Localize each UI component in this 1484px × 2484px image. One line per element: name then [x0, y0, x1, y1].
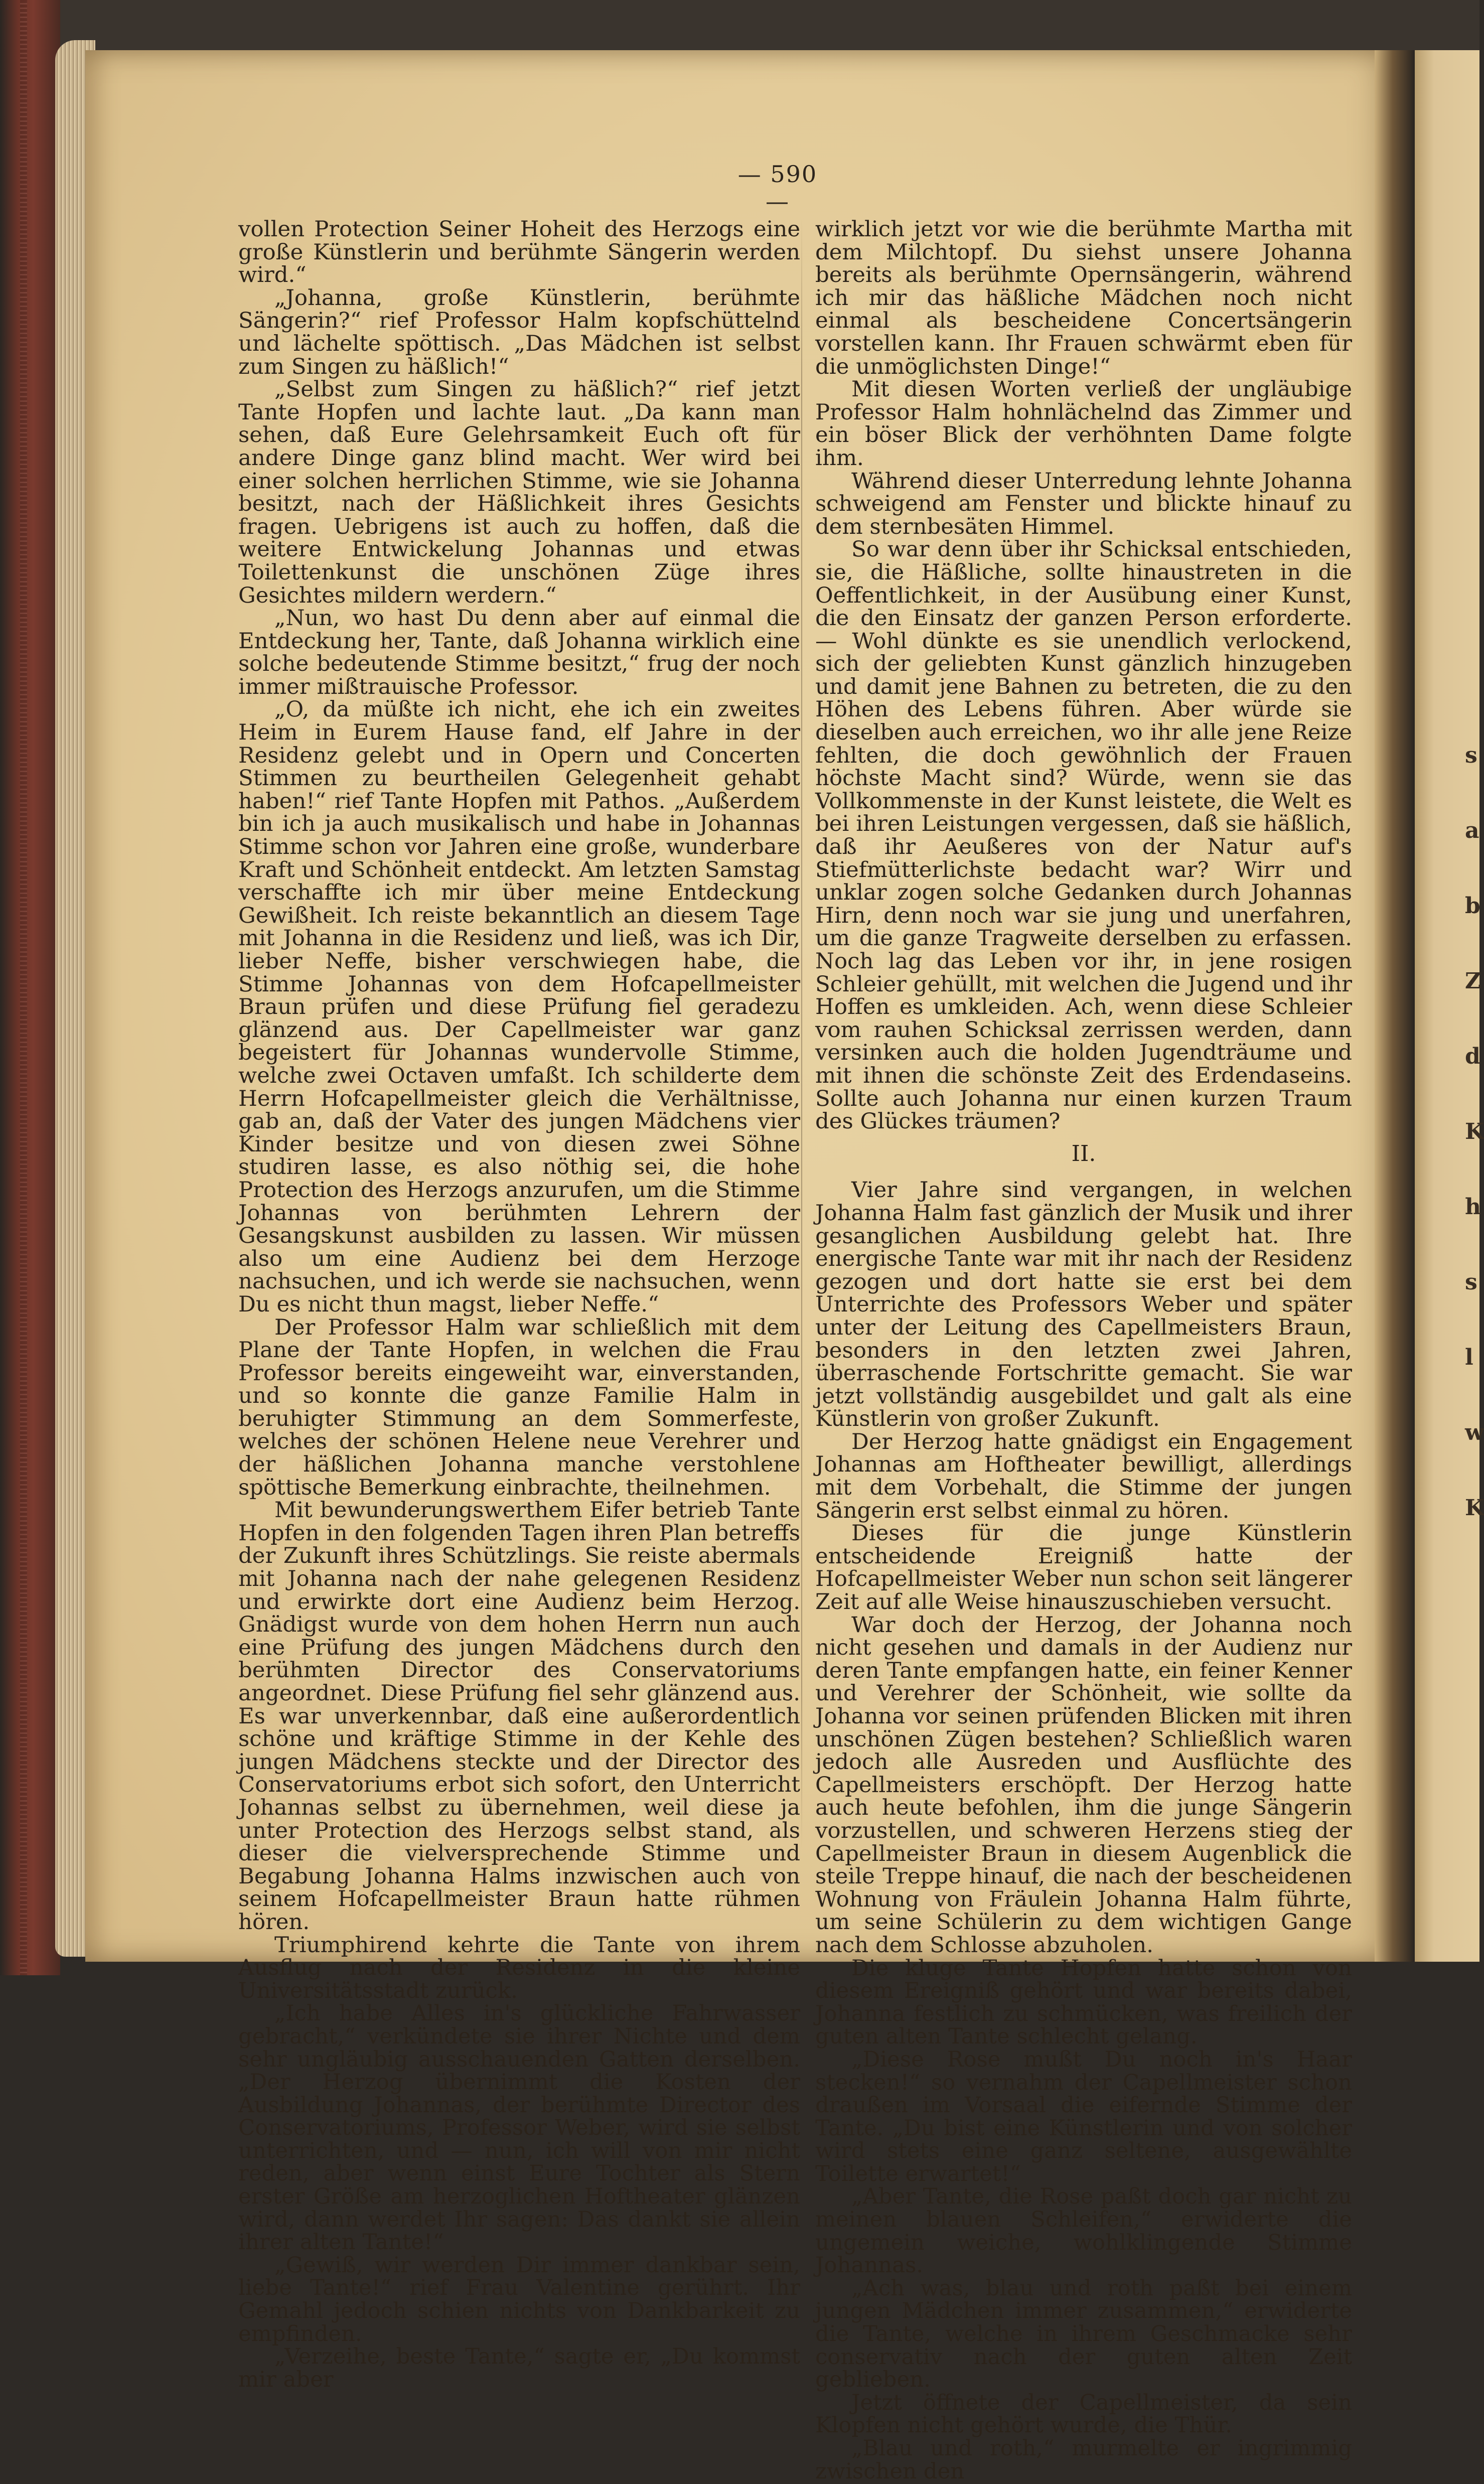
- paragraph: Triumphirend kehrte die Tante von ihrem Ausflug nach der Residenz in die kleine Universitätsstadt zurück.: [238, 1932, 800, 2003]
- paragraph: Vier Jahre sind vergangen, in welchen Johanna Halm fast gänzlich der Musik und ihrer gesanglichen Ausbildung gelebt hat. Ihre energische Tante war mit ihr nach der Residenz gezogen und dort hatte sie erst bei dem Unterrichte des Professors Weber und später unter der Leitung des Capellmeisters Braun, besonders in den letzten zwei Jahren, überraschende Fortschritte gemacht. Sie war jetzt vollständig ausgebildet und galt als eine Künstlerin von großer Zukunft.: [815, 1178, 1352, 1432]
- paragraph: So war denn über ihr Schicksal entschieden, sie, die Häßliche, sollte hinaustreten in die Oeffentlichkeit, in der Ausübung einer Kunst, die den Einsatz der ganzen Person erforderte. — Wohl dünkte es sie unendlich verlockend, sich der geliebten Kunst gänzlich hinzugeben und damit jene Bahnen zu betreten, die zu den Höhen des Lebens führen. Aber würde sie dieselben auch erreichen, wo ihr alle jene Reize fehlten, die doch gewöhnlich der Frauen höchste Macht sind? Würde, wenn sie das Vollkommenste in der Kunst leistete, die Welt es bei ihren Leistungen vergessen, daß sie häßlich, daß ihr Aeußeres von der Natur auf's Stiefmütterlichste bedacht war? Wirr und unklar zogen solche Gedanken durch Johannas Hirn, denn noch war sie jung und unerfahren, um die ganze Tragweite derselben zu erfassen. Noch lag das Leben vor ihr, in jene rosigen Schleier gehüllt, mit welchen die Jugend und ihr Hoffen es umkleiden. Ach, wenn diese Schleier vom rauhen Schicksal zerrissen werden, dann versinken auch die holden Jugendträume und mit ihnen die schönste Zeit des Erdendaseins. Sollte auch Johanna nur einen kurzen Traum des Glückes träumen?: [815, 537, 1352, 1134]
- right-column-part-1: [815, 218, 1352, 1133]
- paragraph: „Diese Rose mußt Du noch in's Haar stecken!“ so vernahm der Capellmeister schon draußen im Vorsaal die eifernde Stimme der Tante. „Du bist eine Künstlerin und von solcher wird stets eine ganz seltene, ausgewählte Toilette erwartet!“: [815, 2047, 1352, 2186]
- next-page-fragment: Z: [1465, 968, 1481, 994]
- book-spine: [0, 0, 60, 1975]
- next-page-fragment: b: [1465, 893, 1480, 919]
- paragraph: Jetzt öffnete der Capellmeister, da sein Klopfen nicht gehört wurde, die Thür.: [815, 2390, 1352, 2438]
- paragraph: „Selbst zum Singen zu häßlich?“ rief jetzt Tante Hopfen und lachte laut. „Da kann man sehen, daß Eure Gelehrsamkeit Euch oft für andere Dinge ganz blind macht. Wer wird bei einer solchen herrlichen Stimme, wie sie Johanna besitzt, nach der Häßlichkeit ihres Gesichts fragen. Uebrigens ist auch zu hoffen, daß die weitere Entwickelung Johannas und etwas Toilettenkunst die unschönen Züge ihres Gesichtes mildern werdern.“: [238, 377, 800, 608]
- next-page-fragment: h: [1465, 1194, 1481, 1220]
- paragraph: „Johanna, große Künstlerin, berühmte Sängerin?“ rief Professor Halm kopfschüttelnd und lächelte spöttisch. „Das Mädchen ist selbst zum Singen zu häßlich!“: [238, 285, 800, 379]
- paragraph: Der Herzog hatte gnädigst ein Engagement Johannas am Hoftheater bewilligt, allerdings mit dem Vorbehalt, die Stimme der jungen Sängerin erst selbst einmal zu hören.: [815, 1429, 1352, 1523]
- next-page-fragment: K: [1465, 1119, 1484, 1144]
- paragraph: Mit diesen Worten verließ der ungläubige Professor Halm hohnlächelnd das Zimmer und ein böser Blick der verhöhnten Dame folgte ihm.: [815, 377, 1352, 471]
- paragraph: Die kluge Tante Hopfen hatte schon von diesem Ereigniß gehört und war bereits dabei, Johanna festlich zu schmücken, was freilich der guten alten Tante schlecht gelang.: [815, 1955, 1352, 2050]
- paragraph: „Ich habe Alles in's glückliche Fahrwasser gebracht,“ verkündete sie ihrer Nichte und dem sehr ungläubig ausschauenden Gatten derselben. „Der Herzog übernimmt die Kosten der Ausbildung Johannas, der berühmte Director des Conservatoriums, Professor Weber, wird sie selbst unterrichten, und — nun, ich will von mir nicht reden, aber wenn einst Eure Tochter als Stern erster Größe am herzoglichen Hoftheater glänzen wird, dann werdet Ihr sagen: Das dankt sie allein ihrer alten Tante!“: [238, 2001, 800, 2255]
- paragraph: „Blau und roth,“ murmelte er ingrimmig zwischen den: [815, 2436, 1352, 2484]
- section-heading: II.: [1071, 1140, 1096, 1166]
- right-column: [815, 218, 1352, 2483]
- paragraph: „Verzeihe, beste Tante,“ sagte er, „Du kommst mir aber: [238, 2344, 800, 2392]
- paragraph: Während dieser Unterredung lehnte Johanna schweigend am Fenster und blickte hinauf zu dem sternbesäten Himmel.: [815, 468, 1352, 539]
- next-page-fragment: s: [1465, 743, 1477, 768]
- left-column: [238, 218, 800, 2391]
- next-page-fragment: l: [1465, 1345, 1473, 1370]
- paragraph: „Gewiß, wir werden Dir immer dankbar sein, liebe Tante!“ rief Frau Valentine gerührt. Ihr Gemahl jedoch schien nichts von Dankbarkeit zu empfinden.: [238, 2252, 800, 2347]
- column-divider: [801, 218, 802, 1849]
- paragraph: „Nun, wo hast Du denn aber auf einmal die Entdeckung her, Tante, daß Johanna wirklich eine solche bedeutende Stimme besitzt,“ frug der noch immer mißtrauische Professor.: [238, 606, 800, 699]
- paragraph: War doch der Herzog, der Johanna noch nicht gesehen und damals in der Audienz nur deren Tante empfangen hatte, ein feiner Kenner und Verehrer der Schönheit, wie sollte da Johanna vor seinen prüfenden Blicken mit ihren unschönen Zügen bestehen? Schließlich waren jedoch alle Ausreden und Ausflüchte des Capellmeisters erschöpft. Der Herzog hatte auch heute befohlen, ihm die junge Sängerin vorzustellen, und schweren Herzens stieg der Capellmeister Braun in diesem Augenblick die steile Treppe hinauf, die nach der bescheidenen Wohnung von Fräulein Johanna Halm führte, um seine Schülerin zu dem wichtigen Gange nach dem Schlosse abzuholen.: [815, 1612, 1352, 1958]
- paragraph: Mit bewunderungswerthem Eifer betrieb Tante Hopfen in den folgenden Tagen ihren Plan betreffs der Zukunft ihres Schützlings. Sie reiste abermals mit Johanna nach der nahe gelegenen Residenz und erwirkte dort eine Audienz beim Herzog. Gnädigst wurde von dem hohen Herrn nun auch eine Prüfung des jungen Mädchens durch den berühmten Director des Conservatoriums angeordnet. Diese Prüfung fiel sehr glänzend aus. Es war unverkennbar, daß eine außerordentlich schöne und kräftige Stimme in der Kehle des jungen Mädchens steckte und der Director des Conservatoriums erbot sich sofort, den Unterricht Johannas selbst zu übernehmen, weil diese ja unter Protection des Herzogs selbst stand, als dieser die vielversprechende Stimme und Begabung Johanna Halms inzwischen auch von seinem Hofcapellmeister Braun hatte rühmen hören.: [238, 1498, 800, 1935]
- page-number: — 590 —: [737, 161, 818, 215]
- next-page-fragment: s: [1465, 1269, 1477, 1295]
- next-page-fragment: d: [1465, 1044, 1480, 1069]
- paragraph: Der Professor Halm war schließlich mit dem Plane der Tante Hopfen, in welchen die Frau Professor bereits eingeweiht war, einverstanden, und so konnte die ganze Familie Halm in beruhigter Stimmung an dem Sommerfeste, welches der schönen Helene neue Verehrer und der häßlichen Johanna manche verstohlene spöttische Bemerkung einbrachte, theilnehmen.: [238, 1314, 800, 1500]
- next-page-fragment: a: [1465, 818, 1479, 843]
- paragraph: „Aber Tante, die Rose paßt doch gar nicht zu meinen blauen Schleifen,“ erwiderte die ungemein weiche, wohlklingende Stimme Johannas.: [815, 2184, 1352, 2278]
- next-page-edge: [1415, 50, 1484, 1962]
- paragraph: „O, da müßte ich nicht, ehe ich ein zweites Heim in Eurem Hause fand, elf Jahre in der Residenz gelebt und in Opern und Concerten Stimmen zu beurtheilen Gelegenheit gehabt haben!“ rief Tante Hopfen mit Pathos. „Außerdem bin ich ja auch musikalisch und habe in Johannas Stimme schon vor Jahren eine große, wunderbare Kraft und Schönheit entdeckt. Am letzten Samstag verschaffte ich mir über meine Entdeckung Gewißheit. Ich reiste bekanntlich an diesem Tage mit Johanna in die Residenz und ließ, was ich Dir, lieber Neffe, bisher verschwiegen habe, die Stimme Johannas von dem Hofcapellmeister Braun prüfen und diese Prüfung fiel geradezu glänzend aus. Der Capellmeister war ganz begeistert für Johannas wundervolle Stimme, welche zwei Octaven umfaßt. Ich schilderte dem Herrn Hofcapellmeister gleich die Verhältnisse, gab an, daß der Vater des jungen Mädchens vier Kinder besitze und von diesen zwei Söhne studiren lasse, es also nöthig sei, die hohe Protection des Herzogs anzurufen, um die Stimme Johannas von berühmten Lehrern der Gesangskunst ausbilden zu lassen. Wir müssen also um eine Audienz bei dem Herzoge nachsuchen, und ich werde sie nachsuchen, wenn Du es nicht thun magst, lieber Neffe.“: [238, 697, 800, 1317]
- page-gutter: [1375, 50, 1415, 1962]
- paragraph: vollen Protection Seiner Hoheit des Herzogs eine große Künstlerin und berühmte Sängerin werden wird.“: [238, 217, 800, 288]
- right-column-part-2: [815, 1179, 1352, 2483]
- next-page-fragment: K: [1465, 1495, 1484, 1521]
- paragraph: Dieses für die junge Künstlerin entscheidende Ereigniß hatte der Hofcapellmeister Weber nun schon seit längerer Zeit auf alle Weise hinauszuschieben versucht.: [815, 1521, 1352, 1615]
- paragraph: wirklich jetzt vor wie die berühmte Martha mit dem Milchtopf. Du siehst unsere Johanna bereits als berühmte Opernsängerin, während ich mir das häßliche Mädchen noch nicht einmal als bescheidene Concertsängerin vorstellen kann. Ihr Frauen schwärmt eben für die unmöglichsten Dinge!“: [815, 217, 1352, 379]
- next-page-fragment: w: [1465, 1420, 1484, 1445]
- paragraph: „Ach was, blau und roth paßt bei einem jungen Mädchen immer zusammen,“ erwiderte die Tante, welche in ihrem Geschmacke sehr conservativ nach der guten alten Zeit geblieben.: [815, 2275, 1352, 2393]
